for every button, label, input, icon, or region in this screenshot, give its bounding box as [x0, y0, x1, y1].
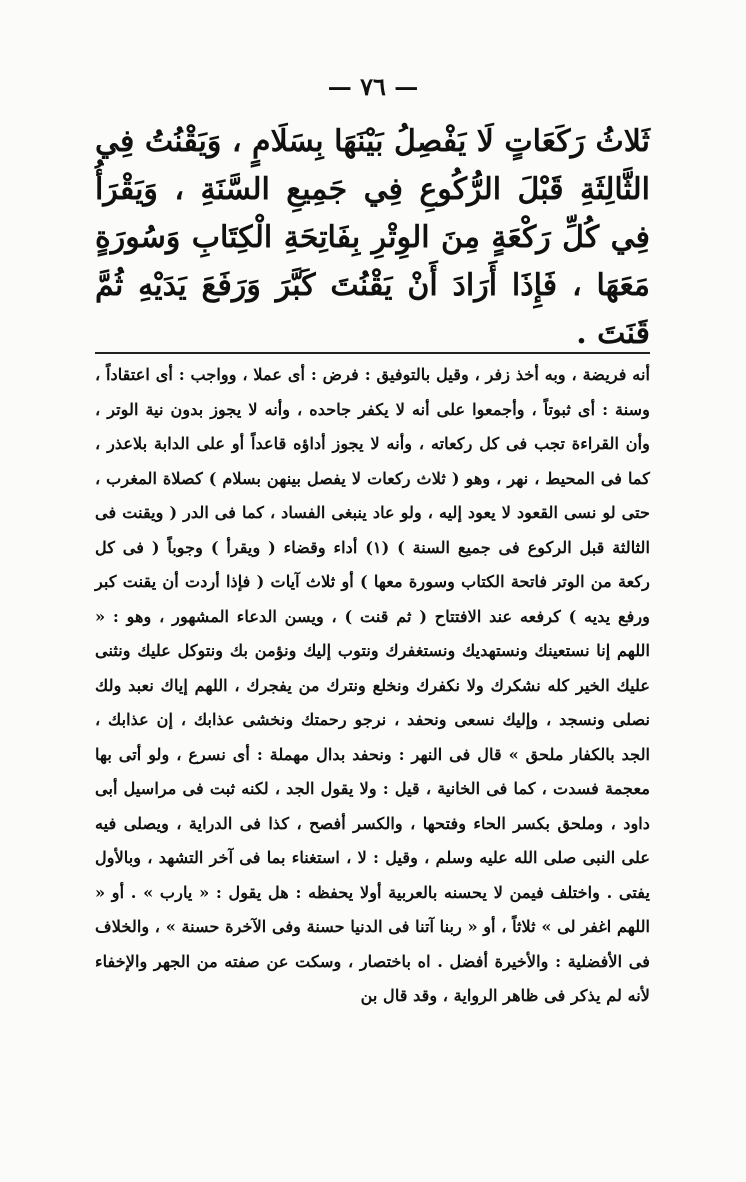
commentary-block — [95, 358, 650, 1014]
commentary-paragraph: أنه فريضة ، وبه أخذ زفر ، وقيل بالتوفيق : فرض : أى عملا ، وواجب : أى اعتقاداً ، وسنة : أى ثبوتاً ، وأجمعوا على أنه لا يكفر جاحده ، وأنه لا يجوز بدون نية الوتر ، وأن القراءة تجب فى كل ركعاته ، وأنه لا يجوز أداؤه قاعداً أو على الدابة بلاعذر ، كما فى المحيط ، نهر ، وهو ( ثلاث ركعات لا يفصل بينهن بسلام ) كصلاة المغرب ، حتى لو نسى القعود لا يعود إليه ، ولو عاد ينبغى الفساد ، كما فى الدر ( ويقنت فى الثالثة قبل الركوع فى جميع السنة ) (١) أداء وقضاء ( ويقرأ ) وجوباً ( فى كل ركعة من الوتر فاتحة الكتاب وسورة معها ) أو ثلاث آيات ( فإذا أردت أن يقنت كبر ورفع يديه ) كرفعه عند الافتتاح ( ثم قنت ) ، ويسن الدعاء المشهور ، وهو : « اللهم إنا نستعينك ونستهديك ونستغفرك ونتوب إليك ونؤمن بك ونتوكل عليك ونثنى عليك الخير كله نشكرك ولا نكفرك ونخلع ونترك من يفجرك ، اللهم إياك نعبد ولك نصلى ونسجد ، وإليك نسعى ونحفد ، نرجو رحمتك ونخشى عذابك ، إن عذابك ، الجد بالكفار ملحق » قال فى النهر : ونحفد بدال مهملة : أى نسرع ، ولو أتى بها معجمة فسدت ، كما فى الخانية ، قيل : ولا يقول الجد ، لكنه ثبت فى مراسيل أبى داود ، وملحق بكسر الحاء وفتحها ، والكسر أفصح ، كذا فى الدراية ، ويصلى فيه على النبى صلى الله عليه وسلم ، وقيل : لا ، استغناء بما فى آخر التشهد ، وبالأول يفتى . واختلف فيمن لا يحسنه بالعربية أولا يحفظه : هل يقول : « يارب » . أو « اللهم اغفر لى » ثلاثاً ، أو « ربنا آتنا فى الدنيا حسنة وفى الآخرة حسنة » ، والخلاف فى الأفضلية : والأخيرة أفضل . اه باختصار ، وسكت عن صفته من الجهر والإخفاء لأنه لم يذكر فى ظاهر الرواية ، وقد قال بن — [95, 365, 650, 1005]
main-text-block — [95, 118, 650, 358]
footnote-divider — [95, 352, 650, 354]
main-text-paragraph: ثَلاثُ رَكَعَاتٍ لَا يَفْصِلُ بَيْنَهَا بِسَلَامٍ ، وَيَقْنُتُ فِي الثَّالِثَةِ قَبْلَ الرُّكُوعِ فِي جَمِيعِ السَّنَةِ ، وَيَقْرَأُ فِي كُلِّ رَكْعَةٍ مِنَ الوِتْرِ بِفَاتِحَةِ الْكِتَابِ وَسُورَةٍ مَعَهَا ، فَإِذَا أَرَادَ أَنْ يَقْنُتَ كَبَّرَ وَرَفَعَ يَدَيْهِ ثُمَّ قَنَتَ . — [95, 124, 650, 351]
page-number: — ٧٦ — — [327, 72, 419, 101]
